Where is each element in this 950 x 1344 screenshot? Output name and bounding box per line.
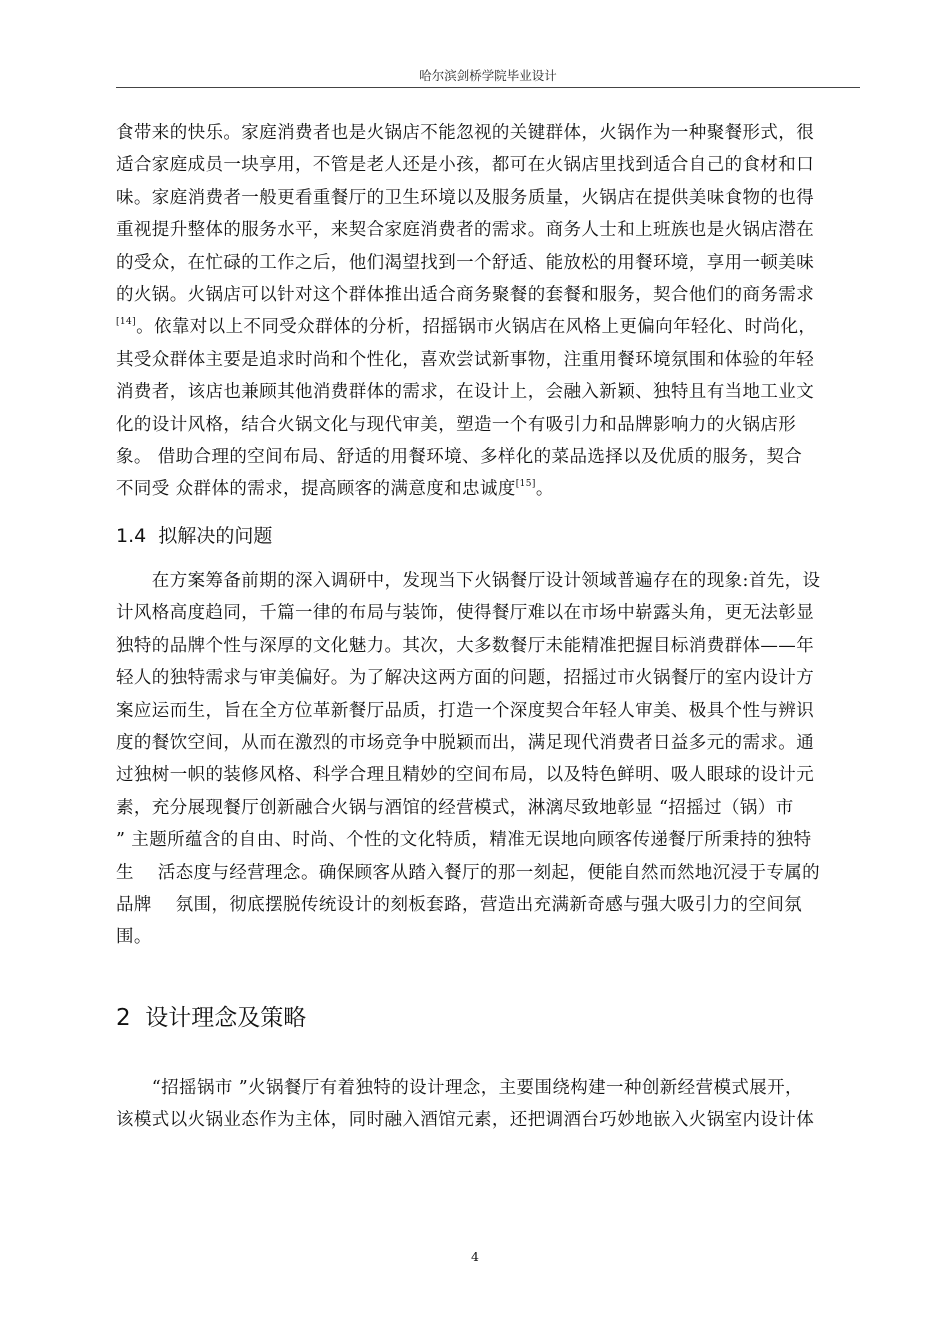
text-line: 计风格高度趋同，千篇一律的布局与装饰，使得餐厅难以在市场中崭露头角，更无法彰显 [116,603,815,624]
text-line: 消费者，该店也兼顾其他消费群体的需求，在设计上，会融入新颖、独特且有当地工业文 [116,382,815,403]
text-line: 重视提升整体的服务水平，来契合家庭消费者的需求。商务人士和上班族也是火锅店潜在 [116,220,815,241]
text-line: 素，充分展现餐厅创新融合火锅与酒馆的经营模式，淋漓尽致地彰显 “招摇过（锅）市 [116,797,794,818]
text-line: 食带来的快乐。家庭消费者也是火锅店不能忽视的关键群体，火锅作为一种聚餐形式，很 [116,123,815,143]
text-line: 味。家庭消费者一般更看重餐厅的卫生环境以及服务质量，火锅店在提供美味食物的也得 [116,187,815,208]
section-heading-2 [116,999,306,1032]
text-line: 该模式以火锅业态作为主体，同时融入酒馆元素，还把调酒台巧妙地嵌入火锅室内设计体 [116,1110,815,1131]
text-line: 案应运而生，旨在全方位革新餐厅品质，打造一个深度契合年轻人审美、极具个性与辨识 [116,700,815,721]
text-line [116,473,872,505]
text-segment: 。 [535,479,554,500]
text-line: 的受众，在忙碌的工作之后，他们渴望找到一个舒适、能放松的用餐环境，享用一顿美味 [116,252,815,273]
paragraph-audience [116,117,872,506]
page-number: 4 [471,1249,479,1264]
text-segment: 。依靠对以上不同受众群体的分析，招摇锅市火锅店在风格上更偏向年轻化、时尚化， [136,317,817,338]
section-heading-1-4 [116,521,272,548]
text-line: 的火锅。火锅店可以针对这个群体推出适合商务聚餐的套餐和服务，契合他们的商务需求 [116,285,815,306]
text-segment: 不同受 众群体的需求，提高顾客的满意度和忠诚度 [116,479,516,500]
paragraph-design-concept [116,1072,872,1137]
section-title: 设计理念及策略 [145,1005,307,1031]
text-line: 化的设计风格，结合火锅文化与现代审美，塑造一个有吸引力和品牌影响力的火锅店形 [116,414,797,435]
text-line: 其受众群体主要是追求时尚和个性化，喜欢尝试新事物，注重用餐环境氛围和体验的年轻 [116,349,815,370]
section-number: 2 [116,1005,131,1031]
text-line: 品牌 氛围，彻底摆脱传统设计的刻板套路，营造出充满新奇感与强大吸引力的空间氛 [116,895,803,916]
section-title: 拟解决的问题 [158,525,273,547]
paragraph-problems [116,565,872,954]
text-line: 生 活态度与经营理念。确保顾客从踏入餐厅的那一刻起，便能自然而然地沉浸于专属的 [116,862,821,883]
text-line: “招摇锅市 ”火锅餐厅有着独特的设计理念，主要围绕构建一种创新经营模式展开， [116,1078,803,1098]
text-line: 过独树一帜的装修风格、科学合理且精妙的空间布局，以及特色鲜明、吸人眼球的设计元 [116,765,815,786]
text-line: ” 主题所蕴含的自由、时尚、个性的文化特质，精准无误地向顾客传递餐厅所秉持的独特 [116,830,812,851]
section-number: 1.4 [116,525,147,547]
text-line: 适合家庭成员一块享用，不管是老人还是小孩，都可在火锅店里找到适合自己的食材和口 [116,155,815,176]
running-header: 哈尔滨剑桥学院毕业设计 [419,68,557,83]
citation-ref: [15] [515,479,536,490]
text-line: 度的餐饮空间，从而在激烈的市场竞争中脱颖而出，满足现代消费者日益多元的需求。通 [116,733,815,754]
header-divider [116,87,860,88]
text-line: 象。 借助合理的空间布局、舒适的用餐环境、多样化的菜品选择以及优质的服务，契合 [116,447,803,468]
text-line: 围。 [116,927,152,948]
text-line: 独特的品牌个性与深厚的文化魅力。其次，大多数餐厅未能精准把握目标消费群体——年 [116,635,815,656]
citation-ref: [14] [116,317,137,328]
text-line: 在方案筹备前期的深入调研中，发现当下火锅餐厅设计领域普遍存在的现象:首先，设 [116,571,821,591]
text-line: 轻人的独特需求与审美偏好。为了解决这两方面的问题，招摇过市火锅餐厅的室内设计方 [116,668,815,689]
text-line [116,311,872,343]
